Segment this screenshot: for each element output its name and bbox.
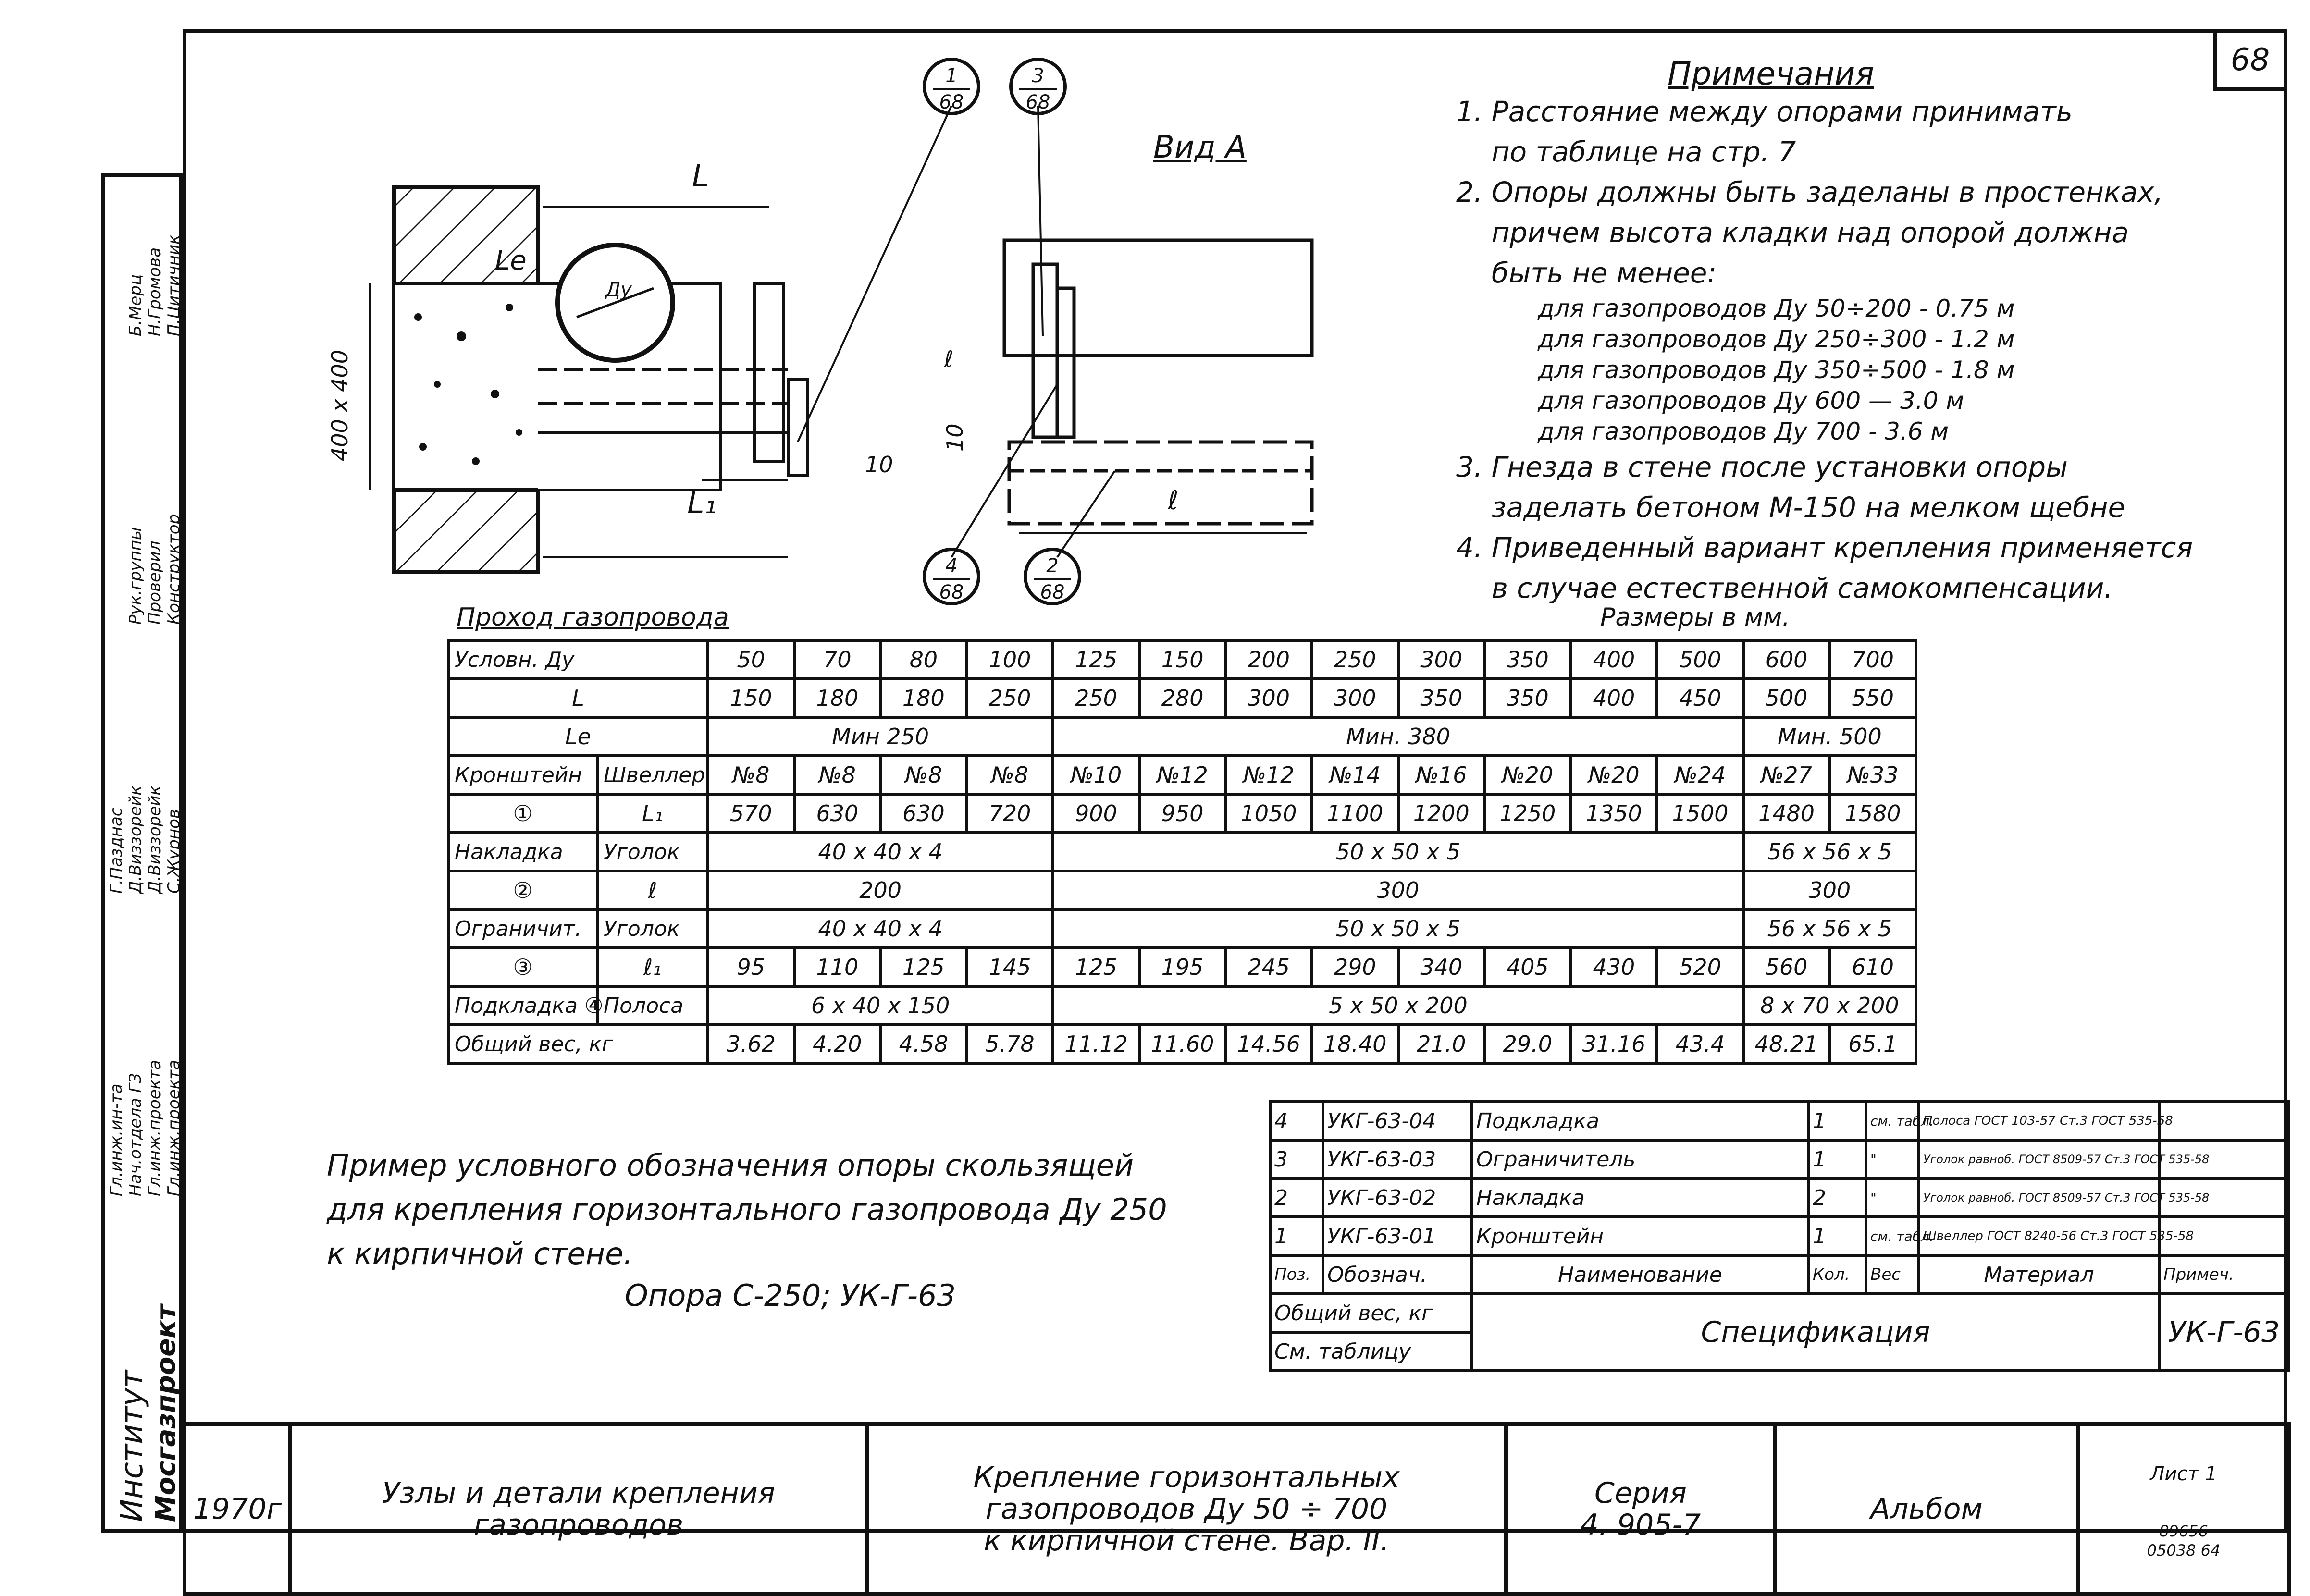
cell: 500 [1657, 640, 1743, 679]
callout-4-top: 4 [933, 554, 970, 580]
callout-1 [923, 58, 980, 115]
callout-1-bottom: 68 [939, 91, 964, 113]
row-lining-label2: Полоса [597, 986, 708, 1025]
cell: 630 [794, 794, 881, 833]
spec-des: УКГ-63-04 [1323, 1102, 1472, 1140]
tb-album: Альбом [1775, 1424, 2078, 1594]
cell: 1050 [1225, 794, 1312, 833]
spec-total-weight: Общий вес, кг [1270, 1294, 1472, 1332]
row-pad-label2: Уголок [597, 833, 708, 871]
spec-des: УКГ-63-01 [1323, 1217, 1472, 1255]
dim-10b-label: 10 [942, 423, 968, 452]
table-caption-left: Проход газопровода [457, 603, 729, 632]
spec-mat: Швеллер ГОСТ 8240-56 Ст.3 ГОСТ 535-58 [1919, 1217, 2159, 1255]
spec-header-name: Наименование [1472, 1255, 1808, 1294]
cell: №8 [880, 756, 967, 794]
row-dy-label: Условн. Ду [448, 640, 708, 679]
spec-mat: Уголок равноб. ГОСТ 8509-57 Ст.3 ГОСТ 535-58 [1919, 1179, 2159, 1217]
callout-2 [1024, 548, 1081, 605]
side-role-2: Нач.отдела ГЗ [126, 1073, 145, 1196]
spec-qty: 1 [1808, 1140, 1866, 1179]
note-line-8: 4. Приведенный вариант крепления применяется [1456, 531, 2193, 564]
dim-l1-label: L₁ [687, 485, 717, 521]
cell: №14 [1312, 756, 1398, 794]
row-pad-g2: 50 х 50 х 5 [1053, 833, 1743, 871]
cell: 405 [1484, 948, 1571, 986]
spec-name: Кронштейн [1472, 1217, 1808, 1255]
cell: 200 [1225, 640, 1312, 679]
spec-header-qty: Кол. [1808, 1255, 1866, 1294]
cell: №20 [1484, 756, 1571, 794]
tb-year: 1970г [185, 1424, 290, 1594]
spec-pos: 4 [1270, 1102, 1323, 1140]
cell: 600 [1743, 640, 1830, 679]
cell: 110 [794, 948, 881, 986]
cell: 5.78 [967, 1025, 1053, 1063]
cell: 300 [1398, 640, 1485, 679]
cell: 29.0 [1484, 1025, 1571, 1063]
cell: №33 [1829, 756, 1916, 794]
dim-400-label: 400 х 400 [327, 349, 353, 461]
row-lim-l-label1: ③ [448, 948, 597, 986]
note-line-2: по таблице на стр. 7 [1456, 135, 1796, 168]
spec-footer-1 [1270, 1294, 2289, 1332]
cell: 1250 [1484, 794, 1571, 833]
cell: №8 [708, 756, 794, 794]
row-pad-g3: 56 х 56 х 5 [1743, 833, 1916, 871]
note-line-1: 1. Расстояние между опорами принимать [1456, 95, 2073, 128]
spec-header-mat: Материал [1919, 1255, 2159, 1294]
callout-3-bottom: 68 [1025, 91, 1050, 113]
dim-le-label: Lе [495, 245, 527, 276]
dim-l-small-label: ℓ [1168, 485, 1179, 516]
callout-2-top: 2 [1034, 554, 1071, 580]
row-le [448, 717, 1916, 756]
cell: 450 [1657, 679, 1743, 717]
tb-sheet [2078, 1424, 2289, 1594]
spec-wt: " [1866, 1140, 1919, 1179]
row-lim-label1: Ограничит. [448, 909, 597, 948]
note-line-4: причем высота кладки над опорой должна [1456, 216, 2129, 249]
subnote-1: для газопроводов Ду 50÷200 - 0.75 м [1538, 295, 2015, 322]
cell: 125 [880, 948, 967, 986]
side-role-1: Гл.инж.ин-та [107, 1083, 126, 1196]
row-pad-l-g1: 200 [708, 871, 1053, 909]
view-a [1004, 240, 1312, 524]
row-lim-g3: 56 х 56 х 5 [1743, 909, 1916, 948]
cell: 900 [1053, 794, 1139, 833]
cell: 560 [1743, 948, 1830, 986]
row-bracket [448, 756, 1916, 794]
dim-10a-label: 10 [865, 452, 893, 478]
cell: 14.56 [1225, 1025, 1312, 1063]
row-lim-label2: Уголок [597, 909, 708, 948]
side-signer2-1: Б.Мерц [126, 274, 145, 336]
cell: 350 [1484, 640, 1571, 679]
cell: №27 [1743, 756, 1830, 794]
spec-title: Спецификация [1472, 1294, 2159, 1371]
cell: 48.21 [1743, 1025, 1830, 1063]
cell: 550 [1829, 679, 1916, 717]
cell: 80 [880, 640, 967, 679]
row-lining-label1: Подкладка ④ [448, 986, 597, 1025]
note-line-7: заделать бетоном М-150 на мелком щебне [1456, 491, 2125, 524]
callout-4 [923, 548, 980, 605]
cell: №10 [1053, 756, 1139, 794]
row-pad-label1: Накладка [448, 833, 597, 871]
cell: 700 [1829, 640, 1916, 679]
wall [394, 187, 721, 572]
row-le-label: Lе [448, 717, 708, 756]
spec-pos: 2 [1270, 1179, 1323, 1217]
callout-1-top: 1 [933, 64, 970, 90]
side-org: Мосгазпроект [150, 1304, 182, 1522]
pipe [557, 245, 673, 360]
cell: 350 [1484, 679, 1571, 717]
spec-pos: 3 [1270, 1140, 1323, 1179]
row-l1 [448, 794, 1916, 833]
row-lim-l [448, 948, 1916, 986]
row-pad-l-label1: ② [448, 871, 597, 909]
row-le-g1: Мин 250 [708, 717, 1053, 756]
cell: 950 [1139, 794, 1226, 833]
cell: 250 [967, 679, 1053, 717]
cell: 11.60 [1139, 1025, 1226, 1063]
side-role2-2: Проверил [145, 540, 164, 625]
example-line-3: к кирпичной стене. [327, 1236, 633, 1271]
dim-e-label: ℓ [944, 346, 954, 372]
row-lim [448, 909, 1916, 948]
cell: 280 [1139, 679, 1226, 717]
side-signer-1: Г.Пазднас [107, 807, 126, 894]
note-line-3: 2. Опоры должны быть заделаны в простенках, [1456, 176, 2163, 209]
callout-leaders [798, 106, 1115, 557]
cell: 125 [1053, 948, 1139, 986]
note-line-5: быть не менее: [1456, 257, 1717, 289]
row-le-g3: Мин. 500 [1743, 717, 1916, 756]
cell: №24 [1657, 756, 1743, 794]
cell: №8 [967, 756, 1053, 794]
row-pad-l-g2: 300 [1053, 871, 1743, 909]
cell: 720 [967, 794, 1053, 833]
spec-wt: " [1866, 1179, 1919, 1217]
cell: 430 [1571, 948, 1657, 986]
title-block [183, 1422, 2291, 1596]
cell: 21.0 [1398, 1025, 1485, 1063]
callout-2-bottom: 68 [1040, 581, 1065, 603]
cell: 4.20 [794, 1025, 881, 1063]
example-block [327, 1143, 1167, 1276]
spec-pos: 1 [1270, 1217, 1323, 1255]
cell: 520 [1657, 948, 1743, 986]
callout-4-bottom: 68 [939, 581, 964, 603]
cell: 150 [1139, 640, 1226, 679]
example-designation: Опора С-250; УК-Г-63 [625, 1278, 956, 1313]
dim-l-label: L [692, 159, 709, 194]
callout-3-top: 3 [1019, 64, 1057, 90]
row-bracket-label2: Швеллер [597, 756, 708, 794]
row-lim-g2: 50 х 50 х 5 [1053, 909, 1743, 948]
cell: №20 [1571, 756, 1657, 794]
cell: №16 [1398, 756, 1485, 794]
cell: 180 [880, 679, 967, 717]
row-lining-g2: 5 х 50 х 200 [1053, 986, 1743, 1025]
cell: 570 [708, 794, 794, 833]
notes-block [1456, 91, 2193, 608]
cell: №12 [1139, 756, 1226, 794]
cell: 3.62 [708, 1025, 794, 1063]
cell: 70 [794, 640, 881, 679]
spec-des: УКГ-63-02 [1323, 1179, 1472, 1217]
callout-3 [1009, 58, 1067, 115]
sheet-number: 68 [2213, 29, 2287, 91]
cell: 250 [1053, 679, 1139, 717]
side-signer2-3: П.Цитичник [164, 234, 184, 336]
spec-header-wt: Вес [1866, 1255, 1919, 1294]
cell: 95 [708, 948, 794, 986]
cell: 150 [708, 679, 794, 717]
note-line-9: в случае естественной самокомпенсации. [1456, 572, 2113, 604]
cell: 1350 [1571, 794, 1657, 833]
cell: 400 [1571, 640, 1657, 679]
row-weight [448, 1025, 1916, 1063]
cell: 180 [794, 679, 881, 717]
cell: 610 [1829, 948, 1916, 986]
spec-qty: 2 [1808, 1179, 1866, 1217]
tb-series: Серия 4. 905-7 [1506, 1424, 1775, 1594]
side-signer-3: Д.Виззорейк [145, 786, 164, 894]
spec-des: УКГ-63-03 [1323, 1140, 1472, 1179]
row-lim-l-label2: ℓ₁ [597, 948, 708, 986]
subnote-5: для газопроводов Ду 700 - 3.6 м [1538, 417, 1949, 445]
cell: 1200 [1398, 794, 1485, 833]
spec-row [1270, 1179, 2289, 1217]
side-signer2-2: Н.Громова [145, 247, 164, 336]
tb-sheet-title: Крепление горизонтальных газопроводов Ду 50 ÷ 700 к кирпичной стене. Вар. II. [867, 1424, 1506, 1594]
spec-header-des: Обознач. [1323, 1255, 1472, 1294]
cell: 290 [1312, 948, 1398, 986]
spec-row [1270, 1217, 2289, 1255]
cell: 11.12 [1053, 1025, 1139, 1063]
cell: 250 [1312, 640, 1398, 679]
side-role-4: Гл.инж.проекта [164, 1060, 184, 1196]
side-signer-2: Д.Виззорейк [126, 786, 145, 894]
spec-qty: 1 [1808, 1102, 1866, 1140]
tb-sheet-label: Лист 1 [2150, 1463, 2217, 1485]
subnote-4: для газопроводов Ду 600 — 3.0 м [1538, 387, 1964, 415]
cell: 18.40 [1312, 1025, 1398, 1063]
row-bracket-label1: Кронштейн [448, 756, 597, 794]
cell: 4.58 [880, 1025, 967, 1063]
cell: 300 [1312, 679, 1398, 717]
cell: 350 [1398, 679, 1485, 717]
view-a-label: Вид А [1153, 130, 1247, 165]
tb-album-title: Узлы и детали крепления газопроводов [290, 1424, 867, 1594]
spec-table-ref: См. таблицу [1270, 1332, 1472, 1371]
spec-qty: 1 [1808, 1217, 1866, 1255]
cell: 100 [967, 640, 1053, 679]
row-l-label: L [448, 679, 708, 717]
row-lining [448, 986, 1916, 1025]
spec-name: Подкладка [1472, 1102, 1808, 1140]
cell: 300 [1225, 679, 1312, 717]
cell: 1580 [1829, 794, 1916, 833]
side-role2-3: Конструктор [164, 514, 184, 625]
pipe-label: Ду [605, 279, 632, 301]
notes-title: Примечания [1668, 55, 1874, 92]
cell: 630 [880, 794, 967, 833]
spec-mat: Уголок равноб. ГОСТ 8509-57 Ст.3 ГОСТ 535-58 [1919, 1140, 2159, 1179]
tb-sheet-extra: 89656 05038 64 [2147, 1522, 2221, 1559]
title-row [185, 1424, 2289, 1594]
cell: 1100 [1312, 794, 1398, 833]
row-lining-g3: 8 х 70 х 200 [1743, 986, 1916, 1025]
example-line-2: для крепления горизонтального газопровода Ду 250 [327, 1192, 1167, 1227]
size-table [447, 639, 1917, 1065]
spec-header [1270, 1255, 2289, 1294]
cell: 50 [708, 640, 794, 679]
spec-name: Накладка [1472, 1179, 1808, 1217]
spec-wt: см. табл. [1866, 1217, 1919, 1255]
row-pad-l [448, 871, 1916, 909]
cell: 195 [1139, 948, 1226, 986]
row-pad-g1: 40 х 40 х 4 [708, 833, 1053, 871]
cell: 400 [1571, 679, 1657, 717]
row-pad-l-label2: ℓ [597, 871, 708, 909]
side-institute: Институт [114, 1370, 150, 1522]
side-signer-4: С.Журнов [164, 809, 184, 894]
spec-table [1269, 1100, 2290, 1372]
cell: №12 [1225, 756, 1312, 794]
spec-name: Ограничитель [1472, 1140, 1808, 1179]
cell: 340 [1398, 948, 1485, 986]
spec-code: УК-Г-63 [2159, 1294, 2289, 1371]
spec-row [1270, 1140, 2289, 1179]
note-line-6: 3. Гнезда в стене после установки опоры [1456, 451, 2068, 483]
cell: 65.1 [1829, 1025, 1916, 1063]
cell: 245 [1225, 948, 1312, 986]
row-le-g2: Мин. 380 [1053, 717, 1743, 756]
cell: 145 [967, 948, 1053, 986]
cell: 500 [1743, 679, 1830, 717]
spec-header-pos: Поз. [1270, 1255, 1323, 1294]
cell: №8 [794, 756, 881, 794]
cell: 125 [1053, 640, 1139, 679]
row-lim-g1: 40 х 40 х 4 [708, 909, 1053, 948]
spec-mat: Полоса ГОСТ 103-57 Ст.3 ГОСТ 535-58 [1919, 1102, 2159, 1140]
example-line-1: Пример условного обозначения опоры скользящей [327, 1148, 1134, 1183]
row-dy [448, 640, 1916, 679]
table-caption-right: Размеры в мм. [1600, 603, 1790, 632]
spec-note [2159, 1102, 2289, 1140]
spec-wt: см. табл. [1866, 1102, 1919, 1140]
cell: 31.16 [1571, 1025, 1657, 1063]
cell: 43.4 [1657, 1025, 1743, 1063]
row-lining-g1: 6 х 40 х 150 [708, 986, 1053, 1025]
spec-header-note: Примеч. [2159, 1255, 2289, 1294]
subnote-3: для газопроводов Ду 350÷500 - 1.8 м [1538, 356, 2015, 384]
row-pad-l-g3: 300 [1743, 871, 1916, 909]
row-l1-label2: L₁ [597, 794, 708, 833]
row-weight-label: Общий вес, кг [448, 1025, 708, 1063]
section-drawing [308, 48, 1461, 625]
cell: 1480 [1743, 794, 1830, 833]
side-role-3: Гл.инж.проекта [145, 1060, 164, 1196]
side-role2-1: Рук.группы [126, 527, 145, 625]
subnote-2: для газопроводов Ду 250÷300 - 1.2 м [1538, 325, 2015, 353]
row-l [448, 679, 1916, 717]
row-l1-label1: ① [448, 794, 597, 833]
spec-row [1270, 1102, 2289, 1140]
row-pad [448, 833, 1916, 871]
cell: 1500 [1657, 794, 1743, 833]
